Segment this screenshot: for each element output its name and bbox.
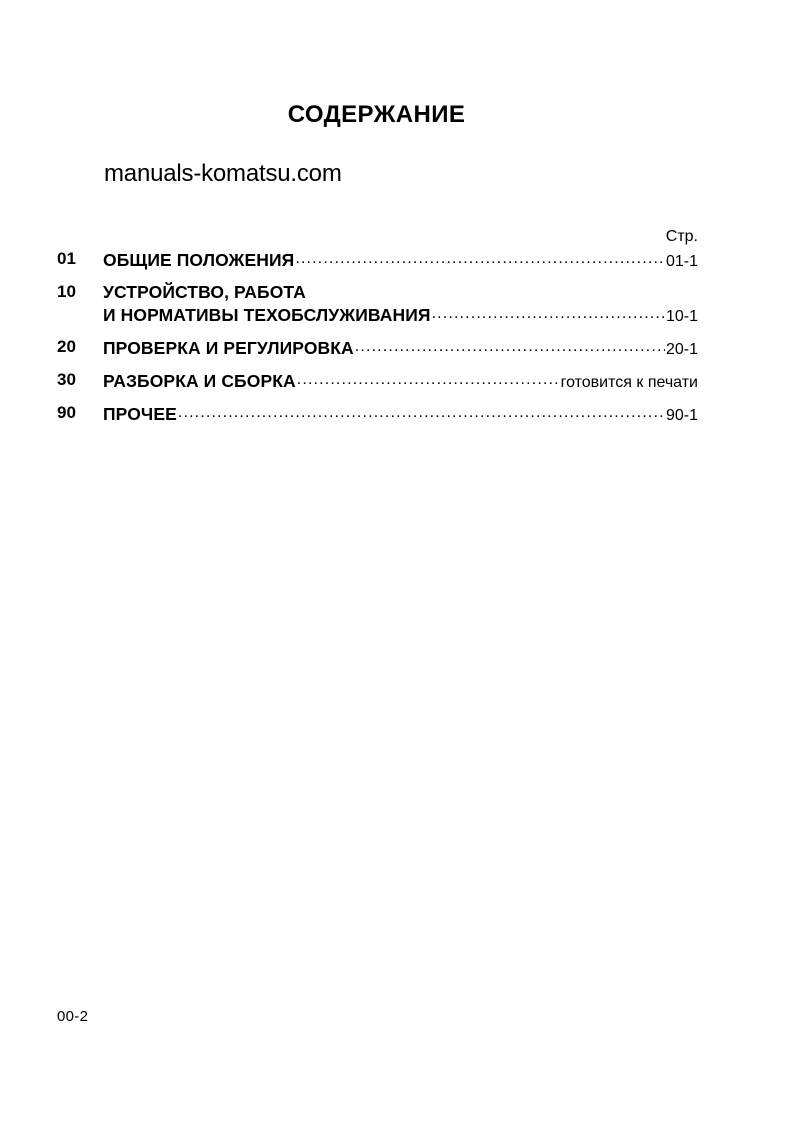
- toc-entry-line: [103, 369, 698, 394]
- toc-entry[interactable]: [57, 248, 698, 273]
- toc-entry-label: УСТРОЙСТВО, РАБОТА: [103, 282, 306, 302]
- toc-entry-body: [103, 281, 698, 328]
- toc-entry-page: 01-1: [665, 253, 698, 270]
- table-of-contents: [57, 228, 698, 427]
- toc-entry-label: ПРОЧЕЕ: [103, 404, 177, 424]
- page-folio: 00-2: [57, 1008, 89, 1025]
- toc-entry-number: 30: [57, 370, 76, 389]
- toc-entry-label: И НОРМАТИВЫ ТЕХОБСЛУЖИВАНИЯ: [103, 305, 431, 325]
- toc-entry-line: [103, 303, 698, 328]
- page-title: СОДЕРЖАНИЕ: [287, 101, 466, 128]
- toc-entry-label: ОБЩИЕ ПОЛОЖЕНИЯ: [103, 250, 295, 270]
- toc-entry-number: 90: [57, 403, 76, 422]
- toc-entry-page: 20-1: [665, 341, 698, 358]
- dot-leader: [432, 303, 665, 321]
- toc-entry-line: [103, 336, 698, 361]
- toc-entry-body: [103, 248, 698, 273]
- toc-entry-body: [103, 369, 698, 394]
- toc-entry-page: готовится к печати: [560, 374, 698, 391]
- site-watermark-text: manuals-komatsu.com: [104, 160, 342, 187]
- toc-entry-line: [103, 402, 698, 427]
- toc-entry-number: 01: [57, 249, 76, 268]
- toc-entry[interactable]: [57, 402, 698, 427]
- toc-entry[interactable]: [57, 369, 698, 394]
- toc-entry-label: РАЗБОРКА И СБОРКА: [103, 371, 296, 391]
- toc-entry-body: [103, 336, 698, 361]
- page-column-header: Стр.: [665, 228, 698, 245]
- toc-entry-label: ПРОВЕРКА И РЕГУЛИРОВКА: [103, 338, 354, 358]
- dot-leader: [297, 369, 560, 387]
- dot-leader: [178, 402, 665, 420]
- dot-leader: [355, 336, 665, 354]
- toc-entry[interactable]: [57, 281, 698, 328]
- toc-entry[interactable]: [57, 336, 698, 361]
- toc-entry-line: [103, 281, 698, 303]
- toc-entry-body: [103, 402, 698, 427]
- toc-entry-line: [103, 248, 698, 273]
- dot-leader: [295, 248, 665, 266]
- toc-entry-number: 20: [57, 337, 76, 356]
- toc-entry-page: 10-1: [665, 308, 698, 325]
- toc-entry-page: 90-1: [665, 407, 698, 424]
- toc-entry-number: 10: [57, 282, 76, 301]
